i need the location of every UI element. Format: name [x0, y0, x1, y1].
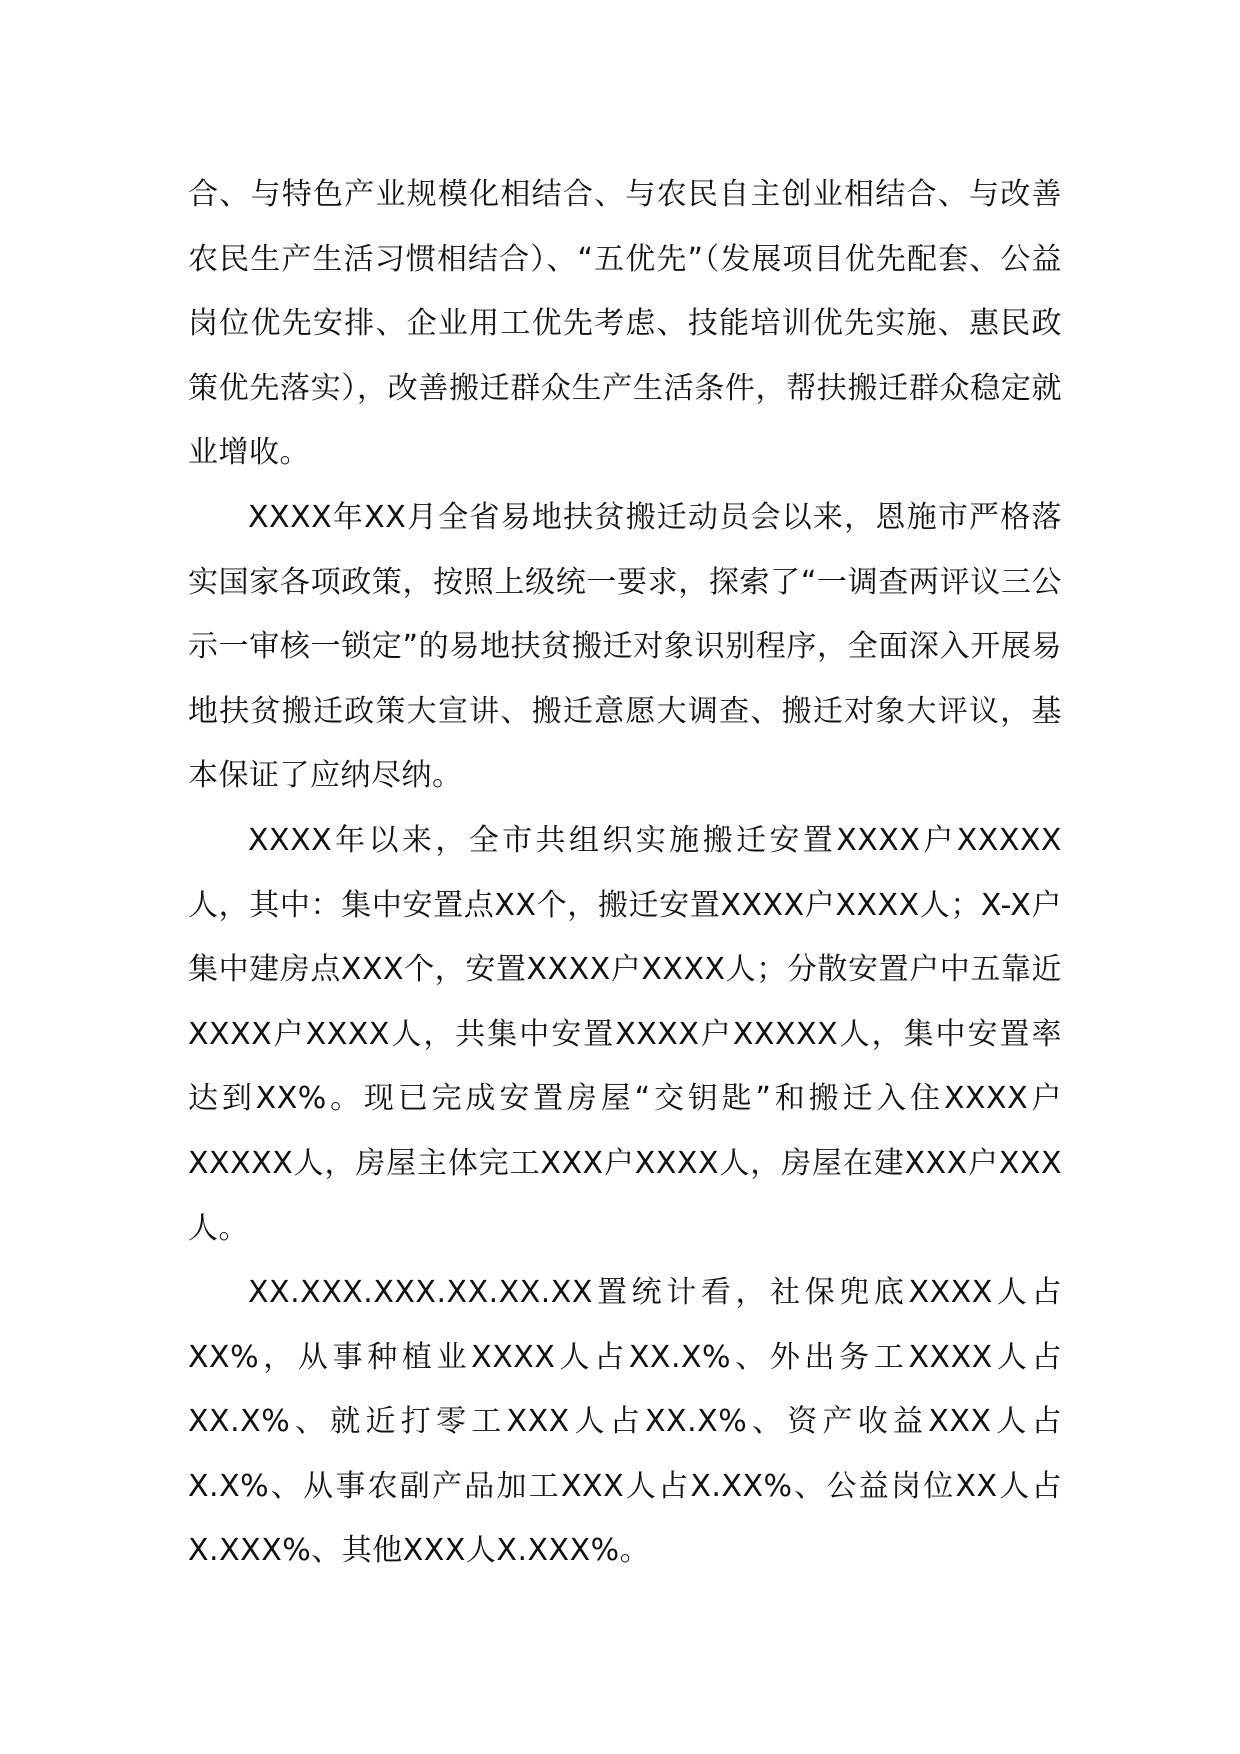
- paragraph-employment-stats: XX.XXX.XXX.XX.XX.XX置统计看，社保兜底XXXX人占XX%，从事种植业XXXX人占XX.X%、外出务工XXXX人占XX.X%、就近打零工XXX人占XX.X%、资产收益XXX人占X.X%、从事农副产品加工XXX人占X.XX%、公益岗位XX人占X.XXX%、其他XXX人X.XXX%。: [188, 1275, 1062, 1569]
- paragraph-mobilization: XXXX年XX月全省易地扶贫搬迁动员会以来，恩施市严格落实国家各项政策，按照上级统一要求，探索了“一调查两评议三公示一审核一锁定”的易地扶贫搬迁对象识别程序，全面深入开展易地扶贫搬迁政策大宣讲、搬迁意愿大调查、搬迁对象大评议，基本保证了应纳尽纳。: [188, 499, 1062, 794]
- document-body: [188, 163, 1062, 1584]
- paragraph-relocation-stats: XXXX年以来，全市共组织实施搬迁安置XXXX户XXXXX人，其中：集中安置点XX个，搬迁安置XXXX户XXXX人；X-X户集中建房点XXX个，安置XXXX户XXXX人；分散安置户中五靠近XXXX户XXXX人，共集中安置XXXX户XXXXX人，集中安置率达到XX%。现已完成安置房屋“交钥匙”和搬迁入住XXXX户XXXXX人，房屋主体完工XXX户XXXX人，房屋在建XXX户XXX人。: [188, 822, 1062, 1246]
- paragraph-continued-policy: 合、与特色产业规模化相结合、与农民自主创业相结合、与改善农民生产生活习惯相结合）、“五优先”（发展项目优先配套、公益岗位优先安排、企业用工优先考虑、技能培训优先实施、惠民政策优先落实），改善搬迁群众生产生活条件，帮扶搬迁群众稳定就业增收。: [188, 177, 1062, 471]
